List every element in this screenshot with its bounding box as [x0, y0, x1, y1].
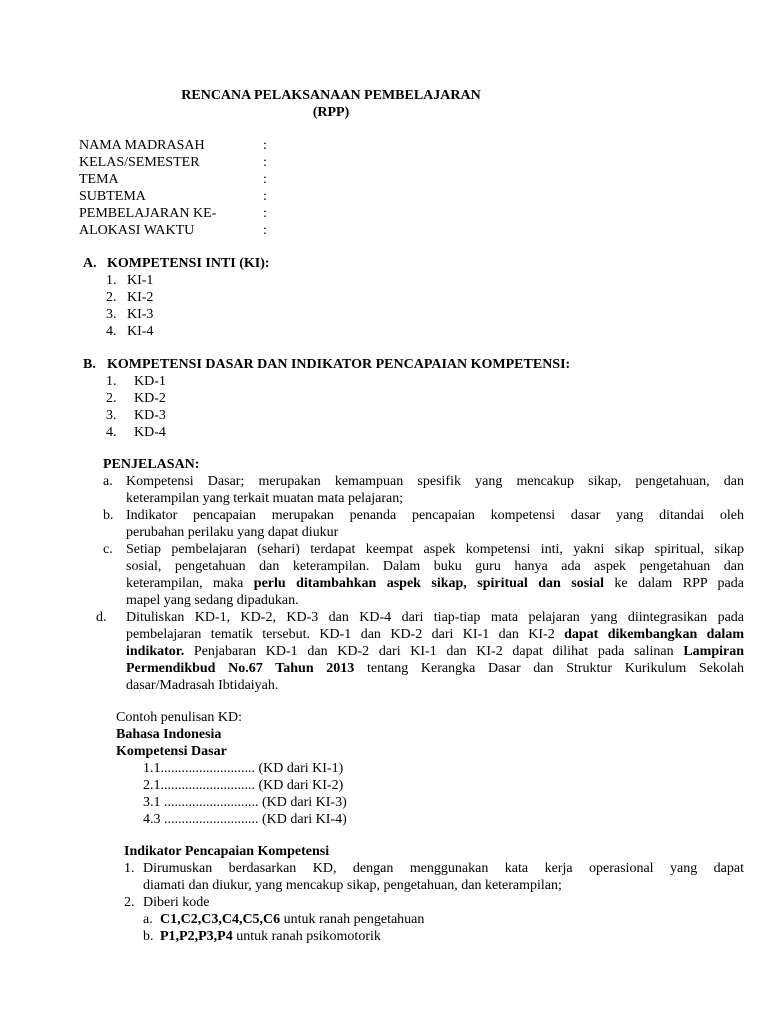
emphasis-text: indikator. [126, 644, 185, 659]
text-run: Penjabaran KD-1 dan KD-2 dari KI-1 dan KI-2 dapat dilihat pada salinan [184, 644, 684, 659]
list-number: 2. [124, 895, 135, 910]
paragraph-line: mapel yang sedang dipadukan. [126, 593, 299, 608]
field-separator: : [263, 138, 267, 153]
list-number: 1. [106, 273, 117, 288]
list-number: 4. [106, 324, 117, 339]
field-label: SUBTEMA [79, 189, 146, 204]
code-marker: a. [143, 912, 153, 927]
field-label: KELAS/SEMESTER [79, 155, 200, 170]
field-label: PEMBELAJARAN KE- [79, 206, 217, 221]
paragraph-line [126, 626, 744, 643]
paragraph-line: diamati dan diukur, yang mencakup sikap, pengetahuan, dan keterampilan; [143, 878, 562, 893]
code-description: untuk ranah pengetahuan [280, 912, 425, 927]
paragraph-line: keterampilan yang terkait muatan mata pelajaran; [126, 491, 404, 506]
list-item: KD-4 [134, 425, 166, 440]
emphasis-text: Permendikbud No.67 Tahun 2013 [126, 661, 355, 676]
text-run: keterampilan, maka [126, 576, 254, 591]
emphasis-text: Lampiran [683, 644, 744, 659]
section-heading: KOMPETENSI DASAR DAN INDIKATOR PENCAPAIAN KOMPETENSI: [107, 357, 571, 372]
list-number: 4. [106, 425, 117, 440]
item-marker: b. [103, 508, 114, 523]
paragraph-line: dasar/Madrasah Ibtidaiyah. [126, 678, 279, 693]
list-number: 1. [124, 861, 135, 876]
code-list: C1,C2,C3,C4,C5,C6 [160, 912, 281, 927]
list-item: KI-2 [127, 290, 154, 305]
paragraph-line [126, 660, 744, 677]
list-item: Diberi kode [143, 895, 210, 910]
code-line [160, 911, 424, 928]
kd-line: 3.1 ........................... (KD dari KI-3) [143, 795, 347, 810]
list-item: KI-4 [127, 324, 154, 339]
list-item: KD-3 [134, 408, 166, 423]
paragraph-line [126, 643, 744, 660]
example-subject: Bahasa Indonesia [116, 727, 222, 742]
paragraph-line: Setiap pembelajaran (sehari) terdapat keempat aspek kompetensi inti, yakni sikap spiritual, sikap [126, 542, 744, 557]
field-label: TEMA [79, 172, 119, 187]
text-run: tentang Kerangka Dasar dan Struktur Kurikulum Sekolah [354, 661, 745, 676]
field-separator: : [263, 206, 267, 221]
kd-line: 1.1........................... (KD dari KI-1) [143, 761, 344, 776]
code-marker: b. [143, 929, 154, 944]
paragraph-line: perubahan perilaku yang dapat diukur [126, 525, 339, 540]
list-number: 2. [106, 391, 117, 406]
item-marker: a. [103, 474, 113, 489]
paragraph-line [126, 575, 744, 592]
code-list: P1,P2,P3,P4 [160, 929, 233, 944]
document-title: RENCANA PELAKSANAAN PEMBELAJARAN [181, 88, 481, 103]
section-heading: KOMPETENSI INTI (KI): [107, 256, 270, 271]
paragraph-line: Indikator pencapaian merupakan penanda pencapaian kompetensi dasar yang ditandai oleh [126, 508, 744, 523]
section-marker: B. [83, 357, 96, 372]
field-separator: : [263, 155, 267, 170]
text-run: pembelajaran tematik tersebut. KD-1 dan KD-2 dari KI-1 dan KI-2 [126, 627, 565, 642]
example-intro: Contoh penulisan KD: [116, 710, 242, 725]
field-label: ALOKASI WAKTU [79, 223, 195, 238]
field-separator: : [263, 189, 267, 204]
paragraph-line: Kompetensi Dasar; merupakan kemampuan spesifik yang mencakup sikap, pengetahuan, dan [126, 474, 744, 489]
kd-line: 4.3 ........................... (KD dari KI-4) [143, 812, 347, 827]
kd-line: 2.1........................... (KD dari KI-2) [143, 778, 344, 793]
paragraph-line: Dituliskan KD-1, KD-2, KD-3 dan KD-4 dari tiap-tiap mata pelajaran yang diintegrasikan pada [126, 610, 744, 625]
list-item: KI-1 [127, 273, 154, 288]
list-number: 3. [106, 408, 117, 423]
item-marker: d. [96, 610, 107, 625]
field-separator: : [263, 172, 267, 187]
document-subtitle: (RPP) [312, 105, 350, 120]
list-item: KD-2 [134, 391, 166, 406]
item-marker: c. [103, 542, 113, 557]
indicator-heading: Indikator Pencapaian Kompetensi [124, 844, 330, 859]
list-item: KI-3 [127, 307, 154, 322]
emphasis-text: dapat dikembangkan dalam [564, 627, 744, 642]
kd-heading: Kompetensi Dasar [116, 744, 227, 759]
code-description: untuk ranah psikomotorik [232, 929, 381, 944]
field-separator: : [263, 223, 267, 238]
list-number: 1. [106, 374, 117, 389]
section-marker: A. [83, 256, 97, 271]
field-label: NAMA MADRASAH [79, 138, 205, 153]
list-number: 2. [106, 290, 117, 305]
penjelasan-heading: PENJELASAN: [103, 457, 200, 472]
text-run: ke dalam RPP pada [603, 576, 744, 591]
paragraph-line: sosial, pengetahuan dan keterampilan. Dalam buku guru hanya ada aspek pengetahuan dan [126, 559, 744, 574]
emphasis-text: perlu ditambahkan aspek sikap, spiritual dan sosial [253, 576, 604, 591]
list-number: 3. [106, 307, 117, 322]
list-item: KD-1 [134, 374, 166, 389]
code-line [160, 928, 381, 945]
paragraph-line: Dirumuskan berdasarkan KD, dengan menggunakan kata kerja operasional yang dapat [143, 861, 744, 876]
